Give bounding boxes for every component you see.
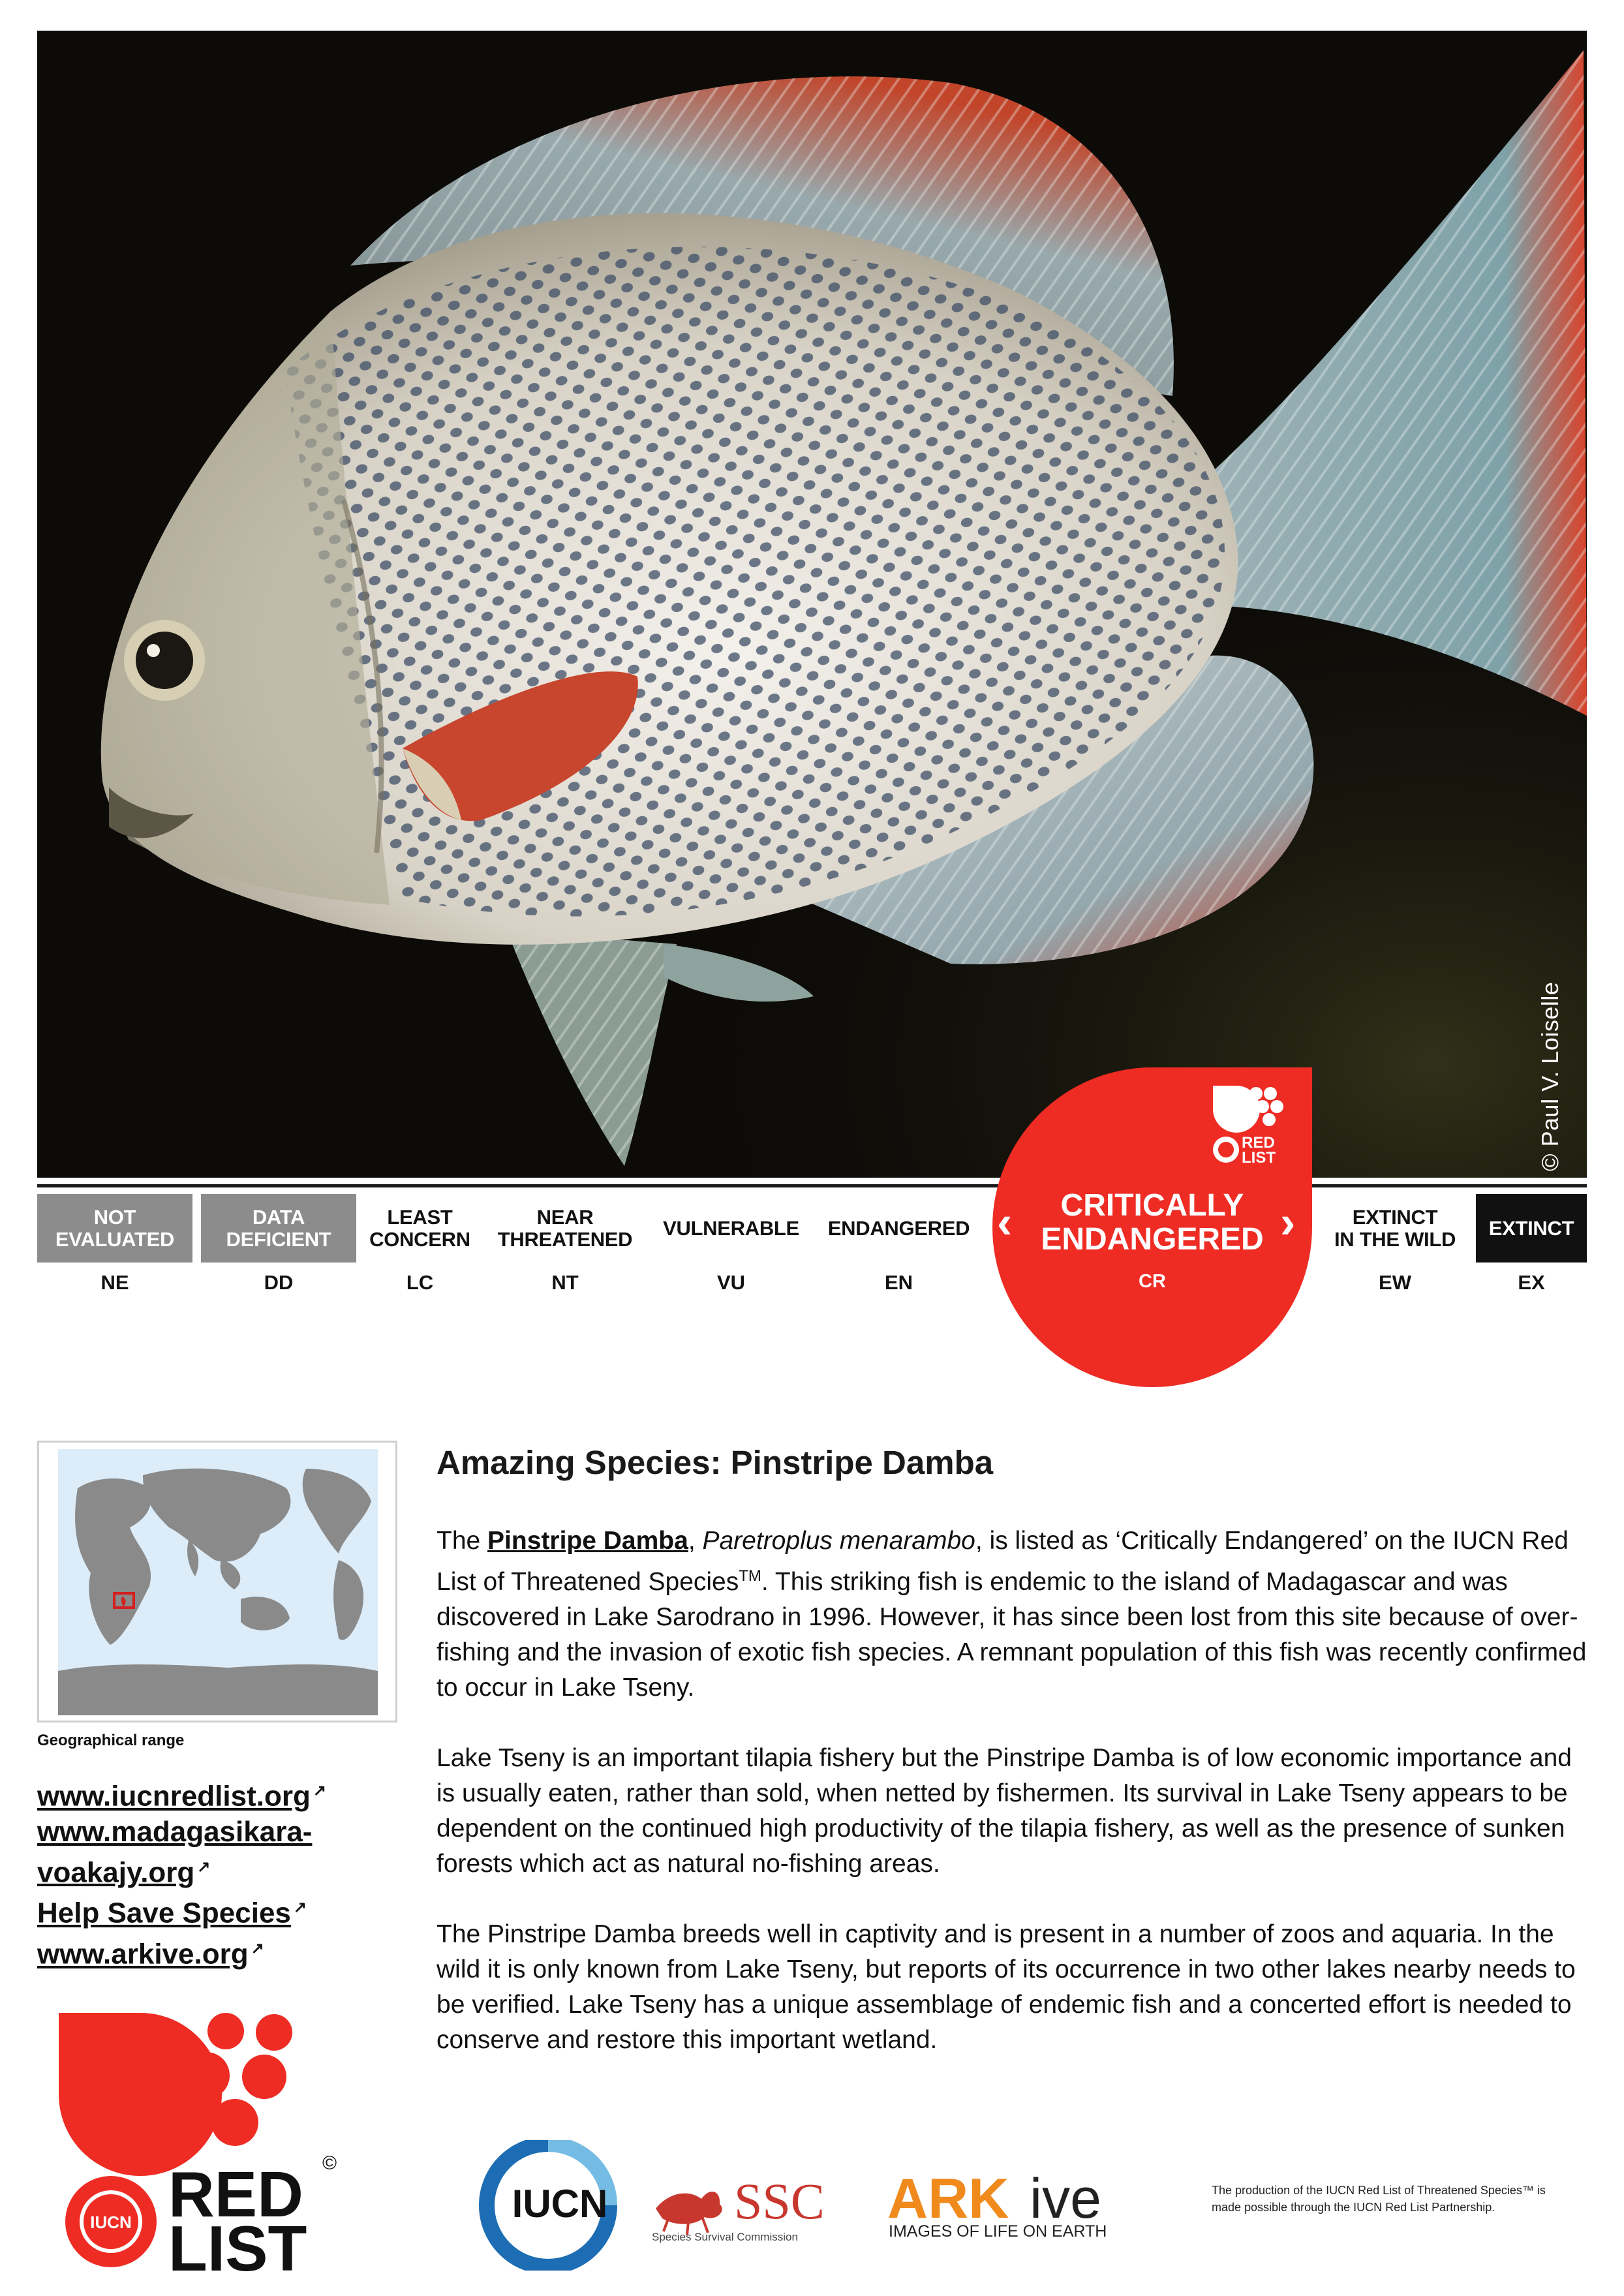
external-link-icon: ↗ bbox=[293, 1899, 307, 1917]
status-code-nt: NT bbox=[551, 1271, 579, 1294]
svg-text:RED: RED bbox=[168, 2158, 303, 2230]
chevron-left-icon: ‹ bbox=[997, 1197, 1013, 1247]
link-madagasikara-voakajy[interactable]: www.madagasikara- voakajy.org ↗ bbox=[37, 1815, 313, 1889]
map-caption: Geographical range bbox=[37, 1732, 185, 1749]
status-code-dd: DD bbox=[264, 1271, 294, 1294]
article-paragraph: The Pinstripe Damba, Paretroplus menarambo, is listed as ‘Critically Endangered’ on the IUCN Red List of Threatened Species™. This striking fish is endemic to the island of Madagascar and was discovered in Lake Sarodrano in 1996. However, it has since been lost from this site because of over-fishing and the invasion of exotic fish species. A remnant population of this fish was recently confirmed to occur in Lake Tseny. bbox=[437, 1527, 1587, 1702]
pinstripe-damba-illustration bbox=[37, 31, 1587, 1178]
svg-text:IUCN: IUCN bbox=[90, 2212, 132, 2232]
photo-credit: © Paul V. Loiselle bbox=[1537, 981, 1563, 1171]
status-code-cr: CR bbox=[1139, 1271, 1166, 1292]
svg-text:LIST: LIST bbox=[168, 2212, 307, 2274]
status-en: ENDANGERED bbox=[816, 1194, 982, 1263]
link-help-save-species[interactable]: Help Save Species ↗ bbox=[37, 1890, 326, 1931]
partnership-note: The production of the IUCN Red List of Threatened Species™ is made possible through the IUCN Red List Partnership. bbox=[1212, 2184, 1546, 2214]
copyright-icon: © bbox=[322, 2152, 337, 2174]
status-dd: DATA DEFICIENT bbox=[201, 1194, 356, 1263]
status-code-ex: EX bbox=[1518, 1271, 1545, 1294]
status-scale-rule bbox=[37, 1184, 1587, 1187]
svg-text:SSC: SSC bbox=[734, 2173, 825, 2229]
red-list-logo bbox=[59, 2013, 346, 2274]
external-link-icon: ↗ bbox=[251, 1939, 264, 1957]
status-ex: EXTINCT bbox=[1476, 1194, 1587, 1263]
svg-text:ive: ive bbox=[1030, 2169, 1101, 2230]
external-link-icon: ↗ bbox=[197, 1858, 211, 1876]
link-iucnredlist[interactable]: www.iucnredlist.org ↗ bbox=[37, 1773, 326, 1814]
link-arkive[interactable]: www.arkive.org ↗ bbox=[37, 1931, 326, 1972]
iucn-logo bbox=[470, 2140, 626, 2271]
external-link-icon: ↗ bbox=[313, 1782, 326, 1799]
status-ne: NOT EVALUATED bbox=[37, 1194, 192, 1263]
article-paragraph: The Pinstripe Damba breeds well in captivity and is present in a number of zoos and aquaria. In the wild it is only known from Lake Tseny, but reports of its occurrence in two other lakes nearby needs to be verified. Lake Tseny has a unique assemblage of endemic fish and a concerted effort is needed to conserve and restore this important wetland. bbox=[437, 1920, 1576, 2054]
status-lc: LEAST CONCERN bbox=[363, 1194, 477, 1263]
ssc-animal-icon bbox=[656, 2192, 722, 2224]
chevron-right-icon: › bbox=[1280, 1197, 1296, 1247]
arkive-logo bbox=[887, 2169, 1174, 2241]
links-list bbox=[37, 1773, 326, 1972]
status-code-ne: NE bbox=[100, 1271, 129, 1294]
status-vu: VULNERABLE bbox=[654, 1194, 808, 1263]
status-nt: NEAR THREATENED bbox=[483, 1194, 647, 1263]
status-code-vu: VU bbox=[716, 1271, 746, 1294]
status-code-ew: EW bbox=[1379, 1271, 1411, 1294]
svg-text:Species Survival Commission: Species Survival Commission bbox=[652, 2231, 798, 2243]
species-link[interactable]: Pinstripe Damba bbox=[487, 1527, 688, 1555]
article-paragraph: Lake Tseny is an important tilapia fishery but the Pinstripe Damba is of low economic importance and is usually eaten, rather than sold, when netted by fishermen. Its survival in Lake Tseny appears to be dependent on the continued high productivity of the tilapia fishery, as well as the presence of sunken forests which act as natural no-fishing areas. bbox=[437, 1744, 1572, 1878]
svg-text:RED: RED bbox=[1242, 1134, 1275, 1152]
status-code-en: EN bbox=[884, 1271, 913, 1294]
status-cr: CRITICALLY ENDANGERED bbox=[1041, 1188, 1264, 1257]
article-title: Amazing Species: Pinstripe Damba bbox=[437, 1444, 994, 1481]
svg-text:IUCN: IUCN bbox=[512, 2182, 608, 2226]
species-photo bbox=[37, 31, 1587, 1178]
svg-text:IMAGES OF LIFE ON EARTH: IMAGES OF LIFE ON EARTH bbox=[889, 2222, 1107, 2241]
ssc-logo bbox=[649, 2173, 865, 2244]
svg-text:ARK: ARK bbox=[887, 2169, 1009, 2230]
svg-text:LIST: LIST bbox=[1242, 1149, 1276, 1167]
status-code-lc: LC bbox=[406, 1271, 434, 1294]
article-body bbox=[437, 1523, 1595, 2093]
status-ew: EXTINCT IN THE WILD bbox=[1318, 1194, 1472, 1263]
range-map bbox=[37, 1441, 397, 1722]
world-map-illustration bbox=[58, 1449, 378, 1715]
